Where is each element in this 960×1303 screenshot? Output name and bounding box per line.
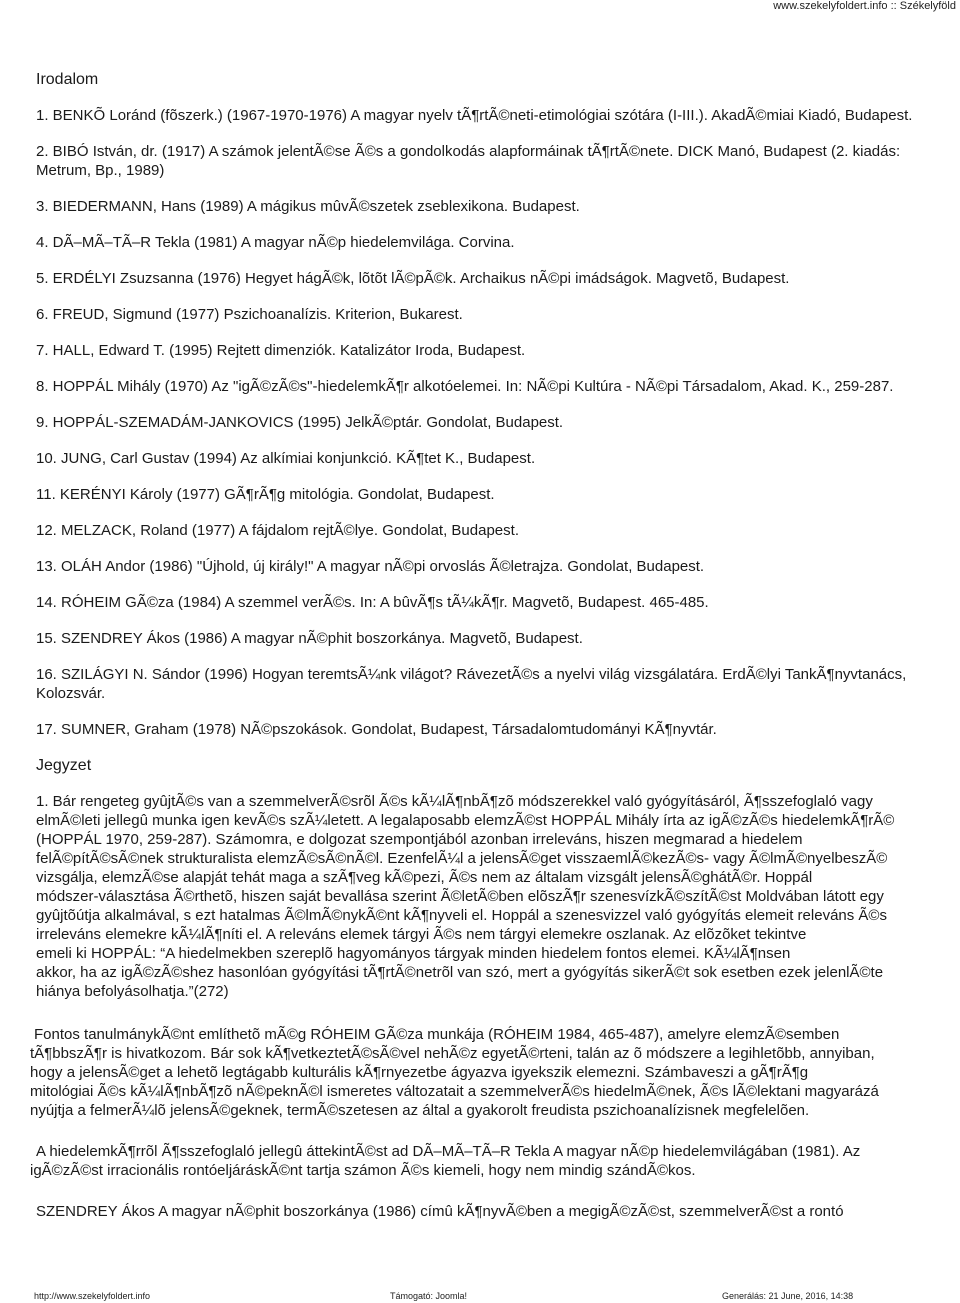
bibliography-item: 5. ERDÉLYI Zsuzsanna (1976) Hegyet hágÃ©k, lõtõt lÃ©pÃ©k. Archaikus nÃ©pi imádságok. Magvetõ, Budapest. xyxy=(36,270,790,287)
notes-heading: Jegyzet xyxy=(36,757,92,774)
bibliography-item: 2. BIBÓ István, dr. (1917) A számok jelentÃ©se Ã©s a gondolkodás alapformáinak tÃ¶rtÃ©nete. DICK Manó, Budapest (2. kiadás: Metrum, Bp., 1989) xyxy=(36,143,901,179)
bibliography-item: 7. HALL, Edward T. (1995) Rejtett dimenziók. Katalizátor Iroda, Budapest. xyxy=(36,342,526,359)
note-line: SZENDREY Ákos A magyar nÃ©phit boszorkánya (1986) címû kÃ¶nyvÃ©ben a megigÃ©zÃ©st, szemmelverÃ©st a rontó xyxy=(36,1203,844,1220)
bibliography-heading: Irodalom xyxy=(36,71,99,88)
footer-sponsor: Támogató: Joomla! xyxy=(390,1291,468,1301)
bibliography-item: 8. HOPPÁL Mihály (1970) Az "igÃ©zÃ©s"-hiedelemkÃ¶r alkotóelemei. In: NÃ©pi Kultúra - NÃ©pi Társadalom, Akad. K., 259-287. xyxy=(36,378,894,395)
footer-generated: Generálás: 21 June, 2016, 14:38 xyxy=(722,1291,854,1301)
bibliography-item: 14. RÓHEIM GÃ©za (1984) A szemmel verÃ©s. In: A bûvÃ¶s tÃ¼kÃ¶r. Magvetõ, Budapest. 465-485. xyxy=(36,594,709,611)
note-line: irreleváns elemekre kÃ¼lÃ¶níti el. A releváns elemek tárgyi Ã©s nem tárgyi elemekre oszlanak. Az elõzõket tekintve xyxy=(36,926,807,943)
note-line: hiánya befolyásolhatja.”(272) xyxy=(36,983,229,1000)
note-line: nyújtja a felmerÃ¼lõ jelensÃ©geknek, termÃ©szetesen az által a gyakorolt freudista pszichoanalízisnek megfelelõen. xyxy=(30,1102,810,1119)
bibliography-item: 4. DÃ–MÃ–TÃ–R Tekla (1981) A magyar nÃ©p hiedelemvilága. Corvina. xyxy=(36,234,515,251)
note-paragraph-4 xyxy=(30,1202,960,1221)
note-line: (HOPPÁL 1970, 259-287). Számomra, e dolgozat szempontjából azonban irreleváns, hiszen megmarad a hiedelem xyxy=(36,831,803,848)
bibliography-item: 11. KERÉNYI Károly (1977) GÃ¶rÃ¶g mitológia. Gondolat, Budapest. xyxy=(36,486,495,503)
bibliography-list xyxy=(30,106,960,739)
note-line: módszer-választása Ã©rthetõ, hiszen saját bevallása szerint Ã©letÃ©ben elõszÃ¶r szenesvízkÃ©szítÃ©st Moldvában látott egy xyxy=(36,888,884,905)
note-line: 1. Bár rengeteg gyûjtÃ©s van a szemmelverÃ©srõl Ã©s kÃ¼lÃ¶nbÃ¶zõ módszerekkel való gyógyításáról, Ã¶sszefoglaló vagy xyxy=(36,793,873,810)
note-line: igÃ©zÃ©st irracionális rontóeljáráskÃ©nt tartja számon Ã©s kiemeli, hogy nem mindig szándÃ©kos. xyxy=(30,1162,696,1179)
bibliography-item: 9. HOPPÁL-SZEMADÁM-JANKOVICS (1995) JelkÃ©ptár. Gondolat, Budapest. xyxy=(36,414,564,431)
note-line: emeli ki HOPPÁL: “A hiedelmekben szereplõ hagyományos tárgyak minden hiedelem fontos elemei. KÃ¼lÃ¶nsen xyxy=(36,945,791,962)
note-line: A hiedelemkÃ¶rrõl Ã¶sszefoglaló jellegû áttekintÃ©st ad DÃ–MÃ–TÃ–R Tekla A magyar nÃ©p hiedelemvilágában (1981). Az xyxy=(36,1143,861,1160)
note-paragraph-2 xyxy=(30,1025,960,1120)
bibliography-item: 13. OLÁH Andor (1986) "Újhold, új király!" A magyar nÃ©pi orvoslás Ã©letrajza. Gondolat, Budapest. xyxy=(36,558,705,575)
note-line: Fontos tanulmánykÃ©nt említhetõ mÃ©g RÓHEIM GÃ©za munkája (RÓHEIM 1984, 465-487), amelyre elemzÃ©semben xyxy=(34,1026,840,1043)
bibliography-item: 17. SUMNER, Graham (1978) NÃ©pszokások. Gondolat, Budapest, Társadalomtudományi KÃ¶nyvtár. xyxy=(36,721,717,738)
site-header-title: www.szekelyfoldert.info :: Székelyföld xyxy=(773,0,956,12)
bibliography-item: 16. SZILÁGYI N. Sándor (1996) Hogyan teremtsÃ¼nk világot? RávezetÃ©s a nyelvi világ vizsgálatára. ErdÃ©lyi TankÃ¶nyvtanács, Kolozsvár. xyxy=(36,666,907,702)
article-body xyxy=(30,70,960,1237)
bibliography-item: 1. BENKÕ Loránd (fõszerk.) (1967-1970-1976) A magyar nyelv tÃ¶rtÃ©neti-etimológiai szótára (I-III.). AkadÃ©miai Kiadó, Budapest. xyxy=(36,107,913,124)
bibliography-item: 3. BIEDERMANN, Hans (1989) A mágikus mûvÃ©szetek zseblexikona. Budapest. xyxy=(36,198,580,215)
note-line: gyûjtõútja alkalmával, s ezt hatalmas Ã©lmÃ©nykÃ©nt kÃ¶nyveli el. Hoppál a szenesvizzel való gyógyítás elemeit releváns Ã©s xyxy=(36,907,887,924)
note-line: hogy a jelensÃ©get a lehetõ legtágabb kulturális kÃ¶rnyezetbe ágyazva igyekszik elemezni. Számbaveszi a gÃ¶rÃ¶g xyxy=(30,1064,809,1081)
note-line: felÃ©pítÃ©sÃ©nek strukturalista elemzÃ©sÃ©nÃ©l. EzenfelÃ¼l a jelensÃ©get visszaemlÃ©kezÃ©s- vagy Ã©lmÃ©nyelbeszÃ© xyxy=(36,850,888,867)
footer-url[interactable]: http://www.szekelyfoldert.info xyxy=(34,1291,151,1301)
note-line: akkor, ha az igÃ©zÃ©shez hasonlóan gyógyítási tÃ¶rtÃ©netrõl van szó, mert a gyógyítás sikerÃ©t sok esetben ezek jelenlÃ©te xyxy=(36,964,884,981)
note-line: vizsgálja, elemzÃ©se alapját tehát maga a szÃ¶veg kÃ©pezi, Ã©s nem az általam vizsgált jelensÃ©ghátÃ©r. Hoppál xyxy=(36,869,813,886)
note-paragraph-1 xyxy=(36,792,960,1001)
note-line: elmÃ©leti jellegû munka igen kevÃ©s szÃ¼letett. A legalaposabb elemzÃ©st HOPPÁL Mihály írta az igÃ©zÃ©s hiedelemkÃ¶rÃ© xyxy=(36,812,895,829)
bibliography-item: 6. FREUD, Sigmund (1977) Pszichoanalízis. Kriterion, Bukarest. xyxy=(36,306,463,323)
note-line: mitológiai Ã©s kÃ¼lÃ¶nbÃ¶zõ nÃ©peknÃ©l ismeretes változatait a szemmelverÃ©s hiedelmÃ©nek, Ã©s lÃ©lektani magyarázá xyxy=(30,1083,879,1100)
note-line: tÃ¶bbszÃ¶r is hivatkozom. Bár sok kÃ¶vetkeztetÃ©sÃ©vel nehÃ©z egyetÃ©rteni, talán az õ módszere a legihletõbb, annyiban, xyxy=(30,1045,875,1062)
note-paragraph-3 xyxy=(30,1142,960,1180)
bibliography-item: 15. SZENDREY Ákos (1986) A magyar nÃ©phit boszorkánya. Magvetõ, Budapest. xyxy=(36,630,583,647)
bibliography-item: 10. JUNG, Carl Gustav (1994) Az alkímiai konjunkció. KÃ¶tet K., Budapest. xyxy=(36,450,536,467)
page-footer xyxy=(0,1291,960,1303)
bibliography-item: 12. MELZACK, Roland (1977) A fájdalom rejtÃ©lye. Gondolat, Budapest. xyxy=(36,522,519,539)
